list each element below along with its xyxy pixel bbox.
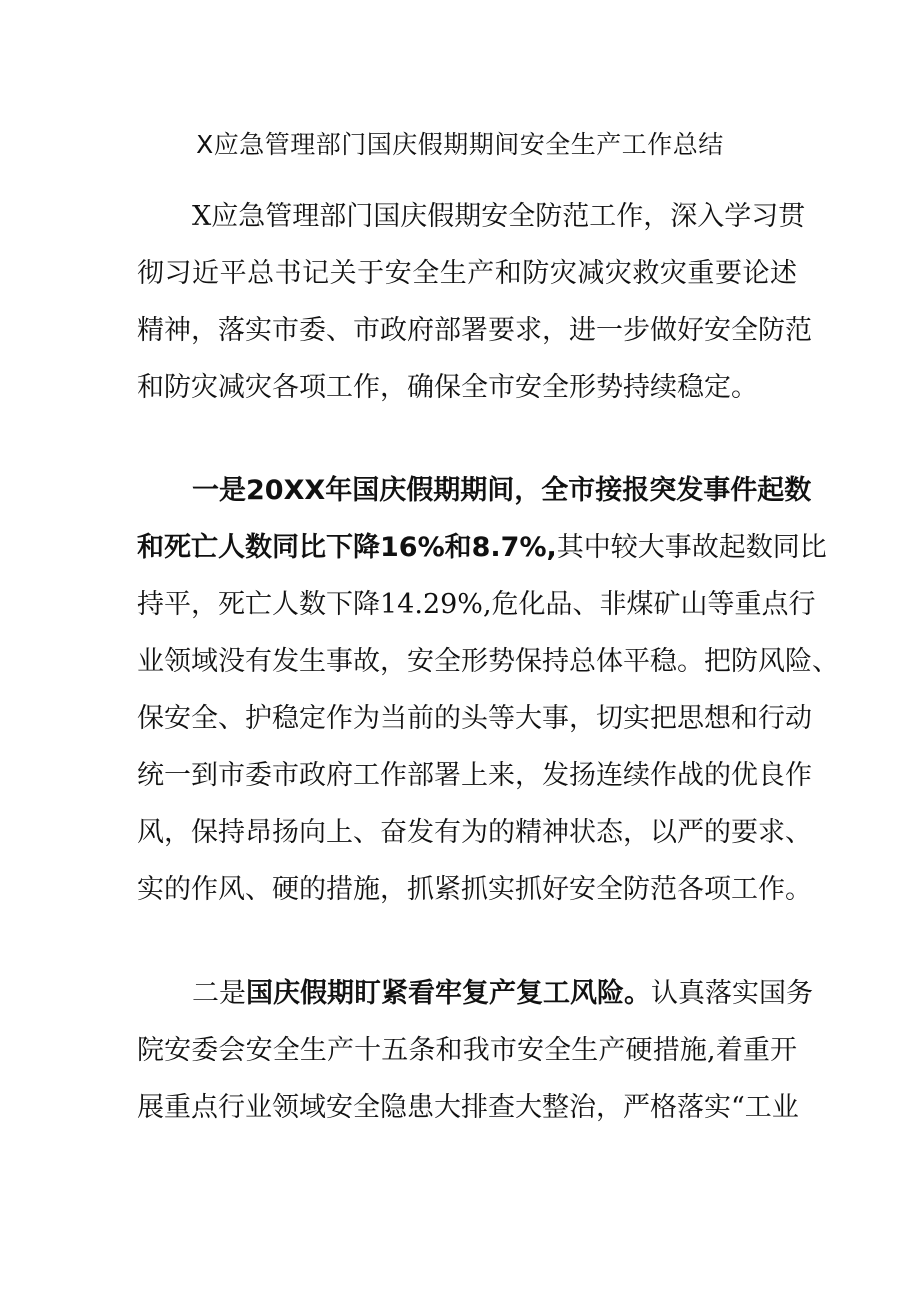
intro-paragraph	[137, 188, 812, 416]
paragraph-text: 认真落实国务	[651, 978, 813, 1009]
paragraph-line: 实的作风、硬的措施，抓紧抓实抓好安全防范各项工作。	[137, 874, 812, 905]
section-one-heading-continuation: 和死亡人数同比下降16%和8.7%,	[137, 532, 557, 563]
section-one-heading-line: 一是20XX年国庆假期期间，全市接报突发事件起数	[192, 475, 812, 506]
paragraph-line: 持平，死亡人数下降14.29%,危化品、非煤矿山等重点行	[137, 589, 816, 620]
section-one-paragraph	[137, 462, 839, 918]
section-two-paragraph	[137, 965, 813, 1136]
paragraph-line: 精神，落实市委、市政府部署要求，进一步做好安全防范	[137, 315, 812, 346]
section-two-heading: 国庆假期盯紧看牢复产复工风险。	[246, 978, 651, 1009]
paragraph-line	[137, 965, 813, 1022]
paragraph-line: 院安委会安全生产十五条和我市安全生产硬措施,着重开	[137, 1035, 797, 1066]
paragraph-line: X应急管理部门国庆假期安全防范工作，深入学习贯	[192, 201, 806, 232]
paragraph-line: 统一到市委市政府工作部署上来，发扬连续作战的优良作	[137, 760, 812, 791]
paragraph-line: 保安全、护稳定作为当前的头等大事，切实把思想和行动	[137, 703, 812, 734]
paragraph-line: 和防灾减灾各项工作，确保全市安全形势持续稳定。	[137, 372, 758, 403]
section-two-prefix: 二是	[192, 978, 246, 1009]
document-title: X应急管理部门国庆假期期间安全生产工作总结	[196, 130, 724, 159]
paragraph-line: 彻习近平总书记关于安全生产和防灾减灾救灾重要论述	[137, 258, 797, 289]
paragraph-line: 展重点行业领域安全隐患大排查大整治，严格落实“工业	[137, 1092, 799, 1123]
paragraph-line: 业领域没有发生事故，安全形势保持总体平稳。把防风险、	[137, 646, 839, 677]
paragraph-line: 风，保持昂扬向上、奋发有为的精神状态，以严的要求、	[137, 817, 812, 848]
paragraph-text: 其中较大事故起数同比	[556, 532, 827, 563]
paragraph-line	[137, 519, 827, 576]
